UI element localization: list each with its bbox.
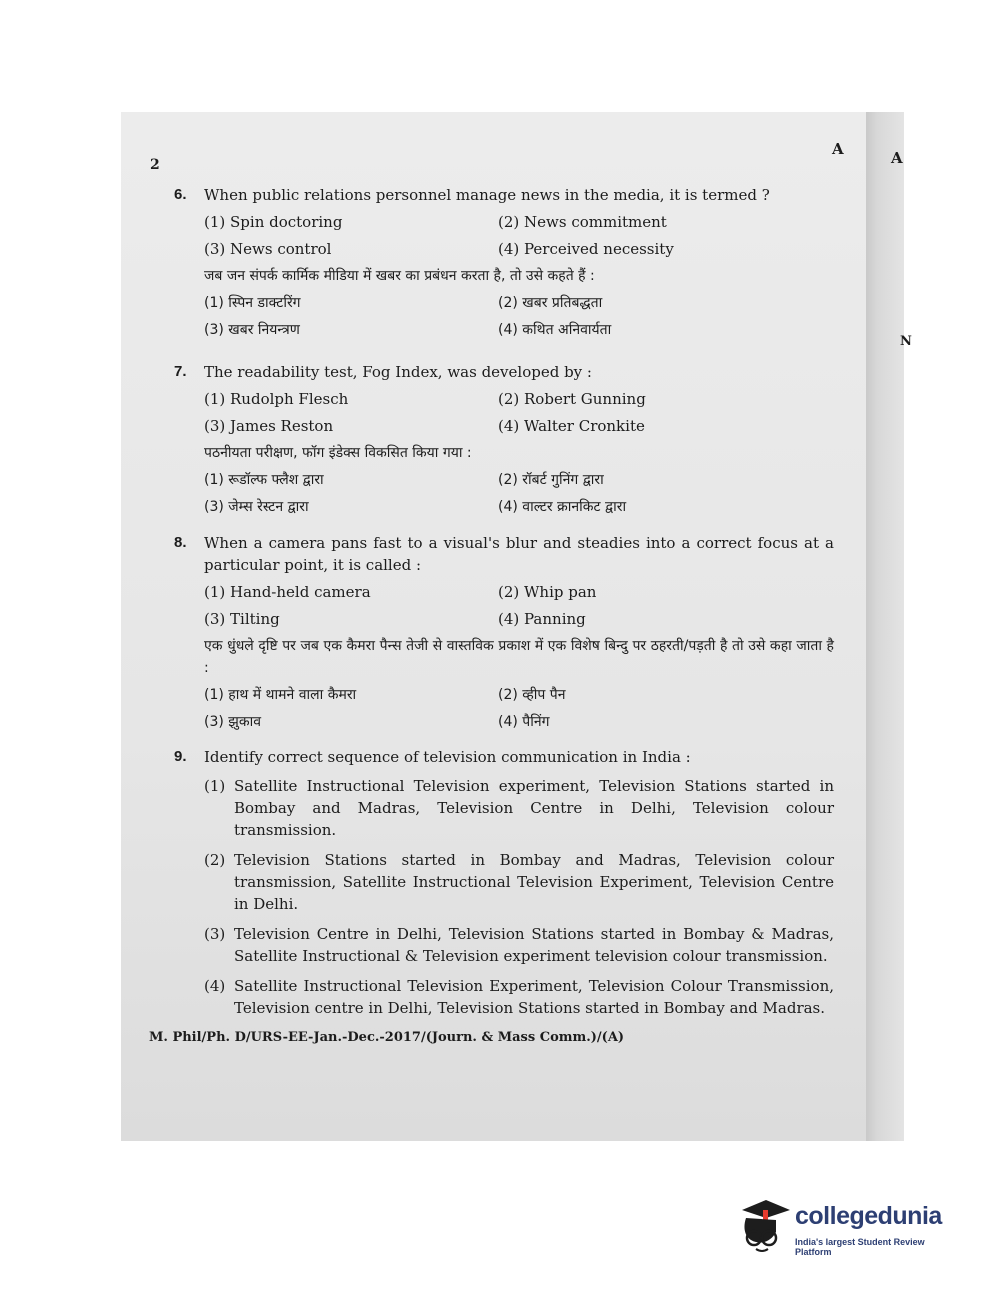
option: (2) व्हीप पैन bbox=[498, 687, 566, 703]
option: (4) वाल्टर क्रानकिट द्वारा bbox=[498, 499, 627, 515]
question-number: 8. bbox=[174, 534, 187, 551]
question-7 bbox=[174, 361, 834, 518]
option: (3) James Reston bbox=[204, 417, 334, 435]
options-hindi bbox=[204, 292, 834, 341]
question-text-hindi: पठनीयता परीक्षण, फॉग इंडेक्स विकसित किया गया : bbox=[204, 445, 472, 461]
option: (3) झुकाव bbox=[204, 714, 262, 730]
question-text-hindi: जब जन संपर्क कार्मिक मीडिया में खबर का प्रबंधन करता है, तो उसे कहते हैं : bbox=[204, 268, 595, 284]
edge-fragment: N bbox=[900, 334, 912, 349]
sequence-option bbox=[204, 923, 834, 967]
question-text: Identify correct sequence of television communication in India : bbox=[204, 748, 691, 766]
option: (4) पैनिंग bbox=[498, 714, 550, 730]
sequence-options bbox=[204, 775, 834, 1019]
options-hindi bbox=[204, 469, 834, 518]
option: (4) Perceived necessity bbox=[498, 240, 674, 258]
option-label: (2) bbox=[204, 851, 226, 869]
sequence-option bbox=[204, 975, 834, 1019]
question-number: 7. bbox=[174, 363, 187, 380]
option: (2) रॉबर्ट गुनिंग द्वारा bbox=[498, 472, 604, 488]
options-english bbox=[204, 581, 834, 630]
option: (2) Whip pan bbox=[498, 583, 597, 601]
mascot-icon bbox=[736, 1196, 792, 1256]
page-number: 2 bbox=[150, 157, 160, 173]
brand-tagline: India's largest Student Review Platform bbox=[795, 1237, 925, 1257]
options-english bbox=[204, 388, 834, 437]
option-text: Satellite Instructional Television Experiment, Television Colour Transmission, Television centre in Delhi, Television Stations started in Bombay and Madras. bbox=[234, 977, 834, 1017]
option: (1) Rudolph Flesch bbox=[204, 390, 349, 408]
option-text: Television Centre in Delhi, Television Stations started in Bombay & Madras, Satellite Instructional & Television experiment television colour transmission. bbox=[234, 925, 834, 965]
scanned-page bbox=[121, 112, 912, 1141]
option: (4) Walter Cronkite bbox=[498, 417, 645, 435]
options-hindi bbox=[204, 684, 834, 733]
option: (1) Hand-held camera bbox=[204, 583, 371, 601]
option: (4) Panning bbox=[498, 610, 586, 628]
option: (3) Tilting bbox=[204, 610, 280, 628]
option: (1) स्पिन डाक्टरिंग bbox=[204, 295, 301, 311]
option: (2) News commitment bbox=[498, 213, 667, 231]
sequence-option bbox=[204, 775, 834, 841]
brand-name: collegedunia bbox=[795, 1202, 942, 1230]
option: (1) रूडॉल्फ फ्लैश द्वारा bbox=[204, 472, 324, 488]
option-text: Television Stations started in Bombay and Madras, Television colour transmission, Satellite Instructional Television Experiment, Television Centre in Delhi. bbox=[234, 851, 834, 913]
question-9 bbox=[174, 746, 834, 1027]
option: (1) Spin doctoring bbox=[204, 213, 343, 231]
adjacent-page-edge bbox=[866, 112, 912, 1141]
option-label: (1) bbox=[204, 777, 226, 795]
question-6 bbox=[174, 184, 834, 341]
option: (3) खबर नियन्त्रण bbox=[204, 322, 300, 338]
question-8 bbox=[174, 532, 834, 733]
option-label: (4) bbox=[204, 977, 226, 995]
question-text: The readability test, Fog Index, was developed by : bbox=[204, 363, 592, 381]
paper-code-footer: M. Phil/Ph. D/URS-EE-Jan.-Dec.-2017/(Journ. & Mass Comm.)/(A) bbox=[149, 1030, 625, 1045]
collegedunia-watermark bbox=[736, 1196, 962, 1256]
option: (4) कथित अनिवार्यता bbox=[498, 322, 612, 338]
option: (1) हाथ में थामने वाला कैमरा bbox=[204, 687, 357, 703]
question-text-hindi: एक धुंधले दृष्टि पर जब एक कैमरा पैन्स तेजी से वास्तविक प्रकाश में एक विशेष बिन्दु पर ठहरती/पड़ती है तो उसे कहा जाता है : bbox=[204, 638, 834, 676]
question-text: When public relations personnel manage news in the media, it is termed ? bbox=[204, 186, 770, 204]
sequence-option bbox=[204, 849, 834, 915]
option: (3) News control bbox=[204, 240, 332, 258]
option: (2) खबर प्रतिबद्धता bbox=[498, 295, 603, 311]
question-number: 6. bbox=[174, 186, 187, 203]
option-text: Satellite Instructional Television experiment, Television Stations started in Bombay and Madras, Television Centre in Delhi, Television colour transmission. bbox=[234, 777, 834, 839]
options-english bbox=[204, 211, 834, 260]
question-text: When a camera pans fast to a visual's blur and steadies into a correct focus at a particular point, it is called : bbox=[204, 534, 834, 574]
option: (3) जेम्स रेस्टन द्वारा bbox=[204, 499, 309, 515]
edge-letter: A bbox=[891, 149, 903, 167]
option: (2) Robert Gunning bbox=[498, 390, 646, 408]
question-number: 9. bbox=[174, 748, 187, 765]
paper-set-letter: A bbox=[832, 140, 844, 158]
option-label: (3) bbox=[204, 925, 226, 943]
